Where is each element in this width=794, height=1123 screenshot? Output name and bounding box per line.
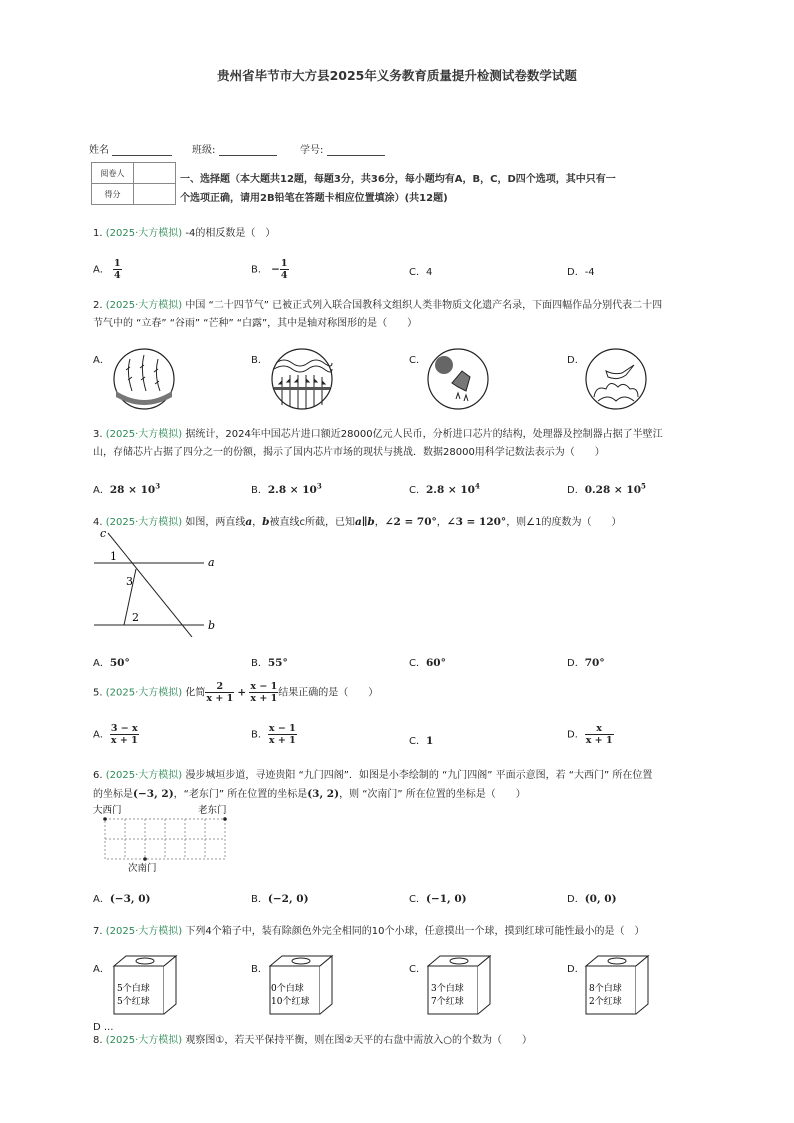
q7-option-c-box[interactable] bbox=[424, 952, 494, 1018]
q7-option-a-label[interactable]: A． bbox=[93, 964, 110, 975]
class-blank[interactable] bbox=[219, 145, 277, 156]
question-1 bbox=[93, 225, 275, 243]
q2-option-d-label[interactable]: D． bbox=[567, 355, 585, 366]
question-4: 4. (2025·大方模拟) 如图，两直线a，b被直线c所截，已知a∥b，∠2 = 70°，∠3 = 120°，则∠1的度数为（ ） bbox=[93, 516, 622, 528]
id-label: 学号: bbox=[300, 145, 324, 156]
q7-box-a-line2: 5个红球 bbox=[117, 997, 150, 1007]
q7-option-d-label[interactable]: D． bbox=[567, 964, 585, 975]
q3-source: (2025·大方模拟) bbox=[105, 429, 183, 440]
q1-source: (2025·大方模拟) bbox=[105, 228, 183, 239]
q7-box-d-line2: 2个红球 bbox=[589, 997, 622, 1007]
q2-option-b-image[interactable] bbox=[270, 347, 334, 411]
q2-number: 2. bbox=[93, 300, 103, 311]
name-blank[interactable] bbox=[112, 145, 172, 156]
q2-source: (2025·大方模拟) bbox=[105, 300, 183, 311]
q4-fig-label-3: 3 bbox=[126, 575, 133, 588]
q1-number: 1. bbox=[93, 228, 103, 239]
q3-option-b[interactable]: B．$2.8 \times 10^3$ bbox=[251, 481, 322, 496]
section-heading-line1: 一、选择题（本大题共12题，每题3分，共36分，每小题均有A，B，C，D四个选项，其中只有一 bbox=[180, 174, 616, 185]
score-cell[interactable] bbox=[134, 184, 176, 205]
q5-option-a[interactable]: A． $\frac{3 - x}{x + 1}$ bbox=[93, 723, 138, 746]
q6-option-c[interactable]: C．(−1, 0) bbox=[409, 893, 467, 905]
name-field[interactable] bbox=[89, 141, 172, 156]
question-5: 5. (2025·大方模拟) 化简 $\frac{2}{x + 1}$ + $\frac{x - 1}{x + 1}$ 结果正确的是（ ） bbox=[93, 681, 379, 704]
q6-option-d[interactable]: D．(0, 0) bbox=[567, 893, 617, 905]
section-heading-line2: 个选项正确，请用2B铅笔在答题卡相应位置填涂）(共12题) bbox=[180, 193, 448, 204]
q4-fig-label-1: 1 bbox=[110, 550, 117, 563]
q7-option-b-box[interactable] bbox=[266, 952, 336, 1018]
q7-option-d-box[interactable] bbox=[582, 952, 652, 1018]
q4-option-d[interactable]: D．70° bbox=[567, 657, 605, 669]
q5-option-b[interactable]: B． $\frac{x - 1}{x + 1}$ bbox=[251, 723, 296, 746]
q6-option-a[interactable]: A．(−3, 0) bbox=[93, 893, 151, 905]
q1-option-b-label: B． bbox=[251, 264, 268, 276]
q6-text-line2: 的坐标是(−3, 2)，“老东门” 所在位置的坐标是(3, 2)，则 “次南门” 所在位置的坐标是（ ） bbox=[93, 788, 526, 800]
question-3 bbox=[93, 426, 663, 444]
q3-option-d[interactable]: D．$0.28 \times 10^5$ bbox=[567, 481, 646, 496]
q4-fig-label-a: a bbox=[208, 556, 215, 569]
question-8: 8. (2025·大方模拟) 观察图①，若天平保持平衡，则在图②天平的右盘中需放入○的个数为（ ） bbox=[93, 1035, 533, 1046]
q6-fig-label-daximen: 大西门 bbox=[93, 805, 122, 816]
q1-option-b-fraction: $\frac{1}{4}$ bbox=[280, 258, 288, 281]
name-label: 姓名 bbox=[89, 145, 109, 156]
q1-option-d[interactable]: D．-4 bbox=[567, 267, 595, 278]
id-field[interactable] bbox=[300, 141, 385, 156]
q2-option-b-label[interactable]: B． bbox=[251, 355, 268, 366]
q7-option-a-box[interactable] bbox=[110, 952, 180, 1018]
q7-option-b-label[interactable]: B． bbox=[251, 964, 268, 975]
q4-fig-label-b: b bbox=[208, 619, 216, 632]
question-6: 6. (2025·大方模拟) 漫步城垣步道，寻迹贵阳 “九门四阁”．如图是小李绘制的 “九门四阁” 平面示意图，若 “大西门” 所在位置 bbox=[93, 770, 653, 781]
q6-fig-label-laodongmen: 老东门 bbox=[198, 805, 227, 816]
q2-option-a-label[interactable]: A． bbox=[93, 355, 110, 366]
q7-more: D ... bbox=[93, 1022, 114, 1033]
q1-option-b-sign: − bbox=[271, 263, 280, 276]
q7-box-b-line2: 10个红球 bbox=[271, 997, 310, 1007]
q2-option-c-label[interactable]: C． bbox=[409, 355, 426, 366]
q3-option-c[interactable]: C．$2.8 \times 10^4$ bbox=[409, 481, 480, 496]
q6-fig-label-cinanmen: 次南门 bbox=[128, 863, 157, 874]
q6-option-b[interactable]: B．(−2, 0) bbox=[251, 893, 309, 905]
class-field[interactable] bbox=[192, 141, 277, 156]
q3-text-line2: 山，存储芯片占据了四分之一的份额，揭示了国内芯片市场的现状与挑战．数据28000用科学记数法表示为（ ） bbox=[93, 447, 605, 458]
q4-fig-label-c: c bbox=[100, 527, 107, 540]
q3-text-line1: 据统计，2024年中国芯片进口额近28000亿元人民币，分析进口芯片的结构，处理器及控制器占据了半壁江 bbox=[185, 429, 663, 440]
q6-map-figure bbox=[90, 801, 240, 875]
q4-option-a[interactable]: A．50° bbox=[93, 657, 130, 669]
q4-fig-label-2: 2 bbox=[132, 611, 139, 624]
page-title: 贵州省毕节市大方县2025年义务教育质量提升检测试卷数学试题 bbox=[217, 68, 577, 83]
q4-option-c[interactable]: C．60° bbox=[409, 657, 446, 669]
q2-option-d-image[interactable] bbox=[584, 347, 648, 411]
q7-box-c-line1: 3个白球 bbox=[431, 984, 464, 994]
grader-label: 阅卷人 bbox=[92, 163, 134, 184]
q5-option-c[interactable]: C．1 bbox=[409, 735, 434, 747]
q5-option-d[interactable]: D． $\frac{x}{x + 1}$ bbox=[567, 723, 613, 746]
q7-box-d-line1: 8个白球 bbox=[589, 984, 622, 994]
q7-box-b-line1: 0个白球 bbox=[271, 984, 304, 994]
score-label: 得分 bbox=[92, 184, 134, 205]
q7-box-c-line2: 7个红球 bbox=[431, 997, 464, 1007]
q3-number: 3. bbox=[93, 429, 103, 440]
q4-figure bbox=[90, 527, 220, 637]
q1-option-a[interactable] bbox=[93, 258, 122, 281]
q2-text-line1: 中国 “二十四节气” 已被正式列入联合国教科文组织人类非物质文化遗产名录，下面四幅作品分别代表二十四 bbox=[185, 300, 663, 311]
q1-option-a-label: A． bbox=[93, 264, 110, 276]
q1-text: -4的相反数是（ ） bbox=[185, 228, 276, 239]
question-7: 7. (2025·大方模拟) 下列4个箱子中，装有除颜色外完全相同的10个小球，任意摸出一个球，摸到红球可能性最小的是（ ） bbox=[93, 926, 645, 937]
id-blank[interactable] bbox=[327, 145, 385, 156]
q1-option-b[interactable] bbox=[251, 258, 289, 281]
q2-option-c-image[interactable] bbox=[426, 347, 490, 411]
q7-option-c-label[interactable]: C． bbox=[409, 964, 426, 975]
q2-text-line2: 节气中的 “立春” “谷雨” “芒种” “白露”，其中是轴对称图形的是（ ） bbox=[93, 318, 418, 329]
grader-cell[interactable] bbox=[134, 163, 176, 184]
question-2 bbox=[93, 297, 662, 315]
q3-option-a[interactable]: A．$28 \times 10^3$ bbox=[93, 481, 161, 496]
class-label: 班级: bbox=[192, 145, 216, 156]
q4-option-b[interactable]: B．55° bbox=[251, 657, 288, 669]
q1-option-c[interactable]: C．4 bbox=[409, 267, 433, 278]
q2-option-a-image[interactable] bbox=[112, 347, 176, 411]
q7-box-a-line1: 5个白球 bbox=[117, 984, 150, 994]
q1-option-a-fraction: $\frac{1}{4}$ bbox=[114, 258, 121, 281]
score-table bbox=[91, 162, 176, 205]
